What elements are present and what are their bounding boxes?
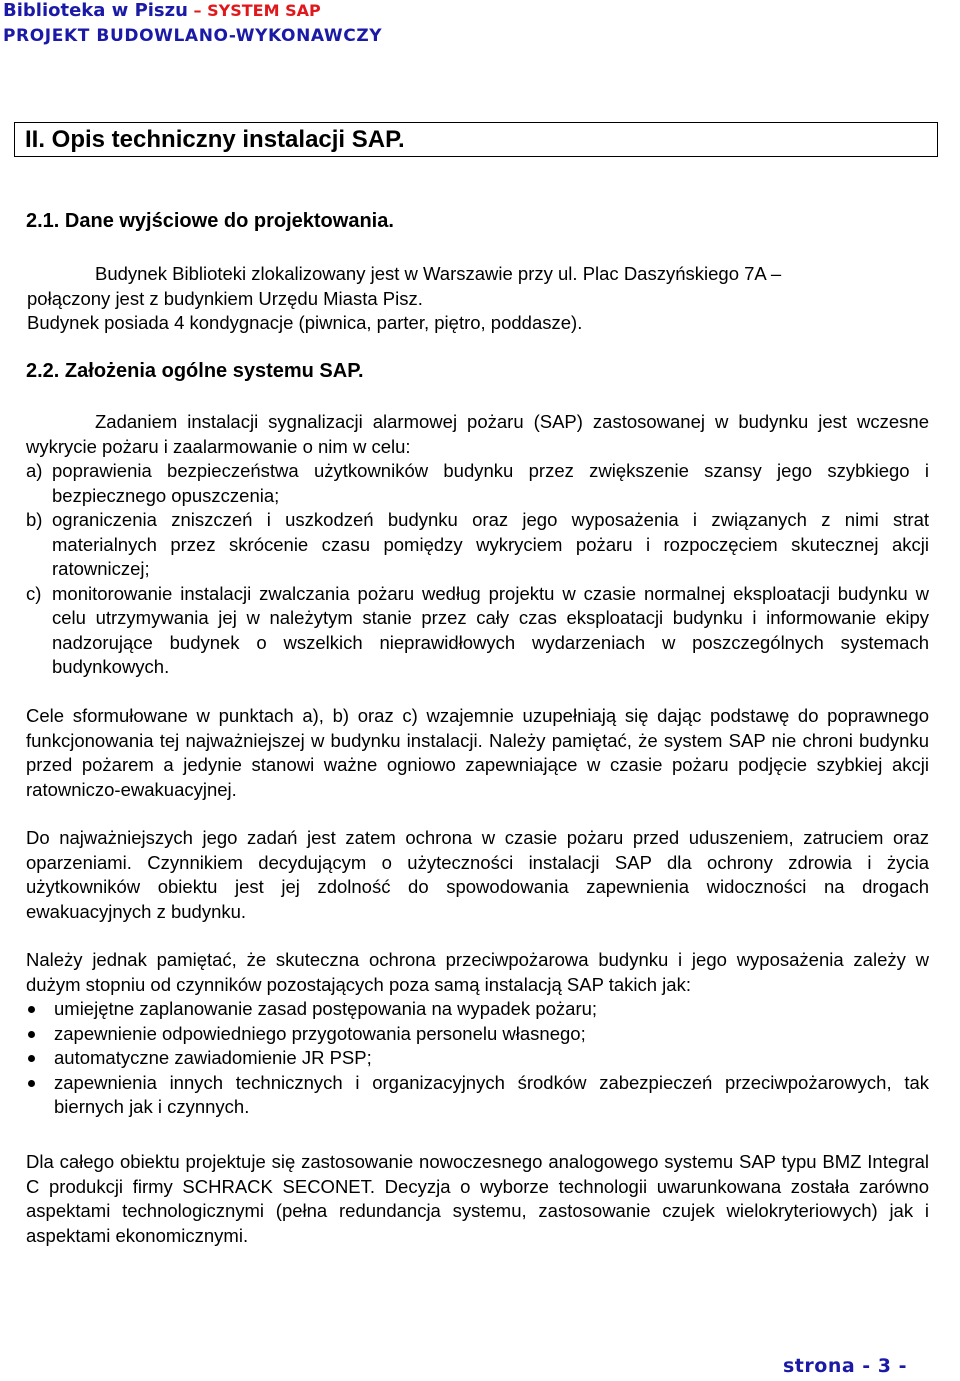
- list-marker: b): [26, 509, 43, 530]
- paragraph-system-choice: Dla całego obiektu projektuje się zastosowanie nowoczesnego analogowego systemu SAP typu BMZ Integral C produkcji firmy SCHRACK SECONET. Decyzja o wyborze technologii uwarunkowana została zarówno aspektami technologicznymi (pełna redundancja systemu, zastosowanie czujek wielokryteriowych) jak i aspektami ekonomicznymi.: [26, 1151, 929, 1246]
- list-item: [26, 582, 929, 680]
- s21-line-2: połączony jest z budynkiem Urzędu Miasta Pisz.: [27, 287, 423, 309]
- page-number: strona - 3 -: [783, 1355, 907, 1377]
- list-item: [26, 459, 929, 508]
- list-item: [26, 508, 929, 582]
- bullet-icon: [28, 1006, 35, 1013]
- header-project: PROJEKT BUDOWLANO-WYKONAWCZY: [3, 26, 383, 46]
- bullet-icon: [28, 1080, 35, 1087]
- bullet-text: umiejętne zaplanowanie zasad postępowania na wypadek pożaru;: [54, 998, 598, 1019]
- s22-intro: Zadaniem instalacji sygnalizacji alarmowej pożaru (SAP) zastosowanej w budynku jest wczesne wykrycie pożaru i zaalarmowanie o nim w celu:: [26, 411, 929, 457]
- list-marker: c): [26, 582, 42, 604]
- section-title-box: [14, 122, 938, 157]
- heading-2-1: 2.1. Dane wyjściowe do projektowania.: [26, 210, 394, 232]
- bullet-text: automatyczne zawiadomienie JR PSP;: [54, 1047, 372, 1068]
- paragraph-factors: Należy jednak pamiętać, że skuteczna ochrona przeciwpożarowa budynku i jego wyposażenia zależy w dużym stopniu od czynników pozostających poza samą instalacją SAP takich jak:: [26, 949, 929, 995]
- header-title: [3, 0, 321, 22]
- list-item-text: monitorowanie instalacji zwalczania pożaru według projektu w czasie normalnej eksploatacji budynku w celu utrzymywania jej w należytym stanie przez cały czas eksploatacji budynku i informowanie ekipy nadzorujące budynek o wszelkich nieprawidłowych wydarzeniach w poszczególnych systemach budynkowych.: [52, 582, 929, 677]
- s21-line-1: Budynek Biblioteki zlokalizowany jest w Warszawie przy ul. Plac Daszyńskiego 7A –: [95, 263, 782, 284]
- list-item-text: poprawienia bezpieczeństwa użytkowników budynku przez zwiększenie szansy jego szybkiego i bezpiecznego opuszczenia;: [52, 460, 929, 506]
- list-marker: a): [26, 460, 43, 481]
- header-system: SYSTEM SAP: [207, 1, 321, 20]
- heading-2-2: 2.2. Założenia ogólne systemu SAP.: [26, 360, 364, 382]
- s21-paragraph: [27, 262, 927, 336]
- header-dash: –: [187, 1, 208, 20]
- section-title: II. Opis techniczny instalacji SAP.: [25, 126, 405, 153]
- s21-line-3: Budynek posiada 4 kondygnacje (piwnica, parter, piętro, poddasze).: [27, 312, 583, 333]
- bullet-item: [26, 1071, 929, 1120]
- bullet-item: [26, 997, 929, 1022]
- factors-bullet-list: [26, 997, 929, 1120]
- bullet-text: zapewnienia innych technicznych i organizacyjnych środków zabezpieczeń przeciwpożarowych, tak biernych jak i czynnych.: [54, 1071, 929, 1117]
- bullet-item: [26, 1046, 929, 1071]
- list-item-text: ograniczenia zniszczeń i uszkodzeń budynku oraz jego wyposażenia i związanych z nimi strat materialnych przez skrócenie czasu pomiędzy wykryciem pożaru i rozpoczęciem skutecznej akcji ratowniczej;: [52, 509, 929, 579]
- bullet-item: [26, 1022, 929, 1047]
- bullet-icon: [28, 1055, 35, 1062]
- header-library: Biblioteka w Piszu: [3, 0, 188, 21]
- paragraph-tasks: Do najważniejszych jego zadań jest zatem ochrona w czasie pożaru przed uduszeniem, zatruciem oraz oparzeniami. Czynnikiem decydującym o użyteczności instalacji SAP dla ochrony zdrowia i życia użytkowników obiektu jest jej zdolność do spowodowania zapewnienia widoczności na drogach ewakuacyjnych z budynku.: [26, 827, 929, 922]
- s22-goal-list: [26, 459, 929, 680]
- bullet-icon: [28, 1031, 35, 1038]
- bullet-text: zapewnienie odpowiedniego przygotowania personelu własnego;: [54, 1022, 586, 1044]
- paragraph-goals: Cele sformułowane w punktach a), b) oraz c) wzajemnie uzupełniają się dając podstawę do poprawnego funkcjonowania tej najważniejszej w budynku instalacji. Należy pamiętać, że system SAP nie chroni budynku przed pożarem a jedynie stanowi ważne ogniowo zapewniające w czasie pożaru podjęcie szybkiej akcji ratowniczo-ewakuacyjnej.: [26, 705, 929, 800]
